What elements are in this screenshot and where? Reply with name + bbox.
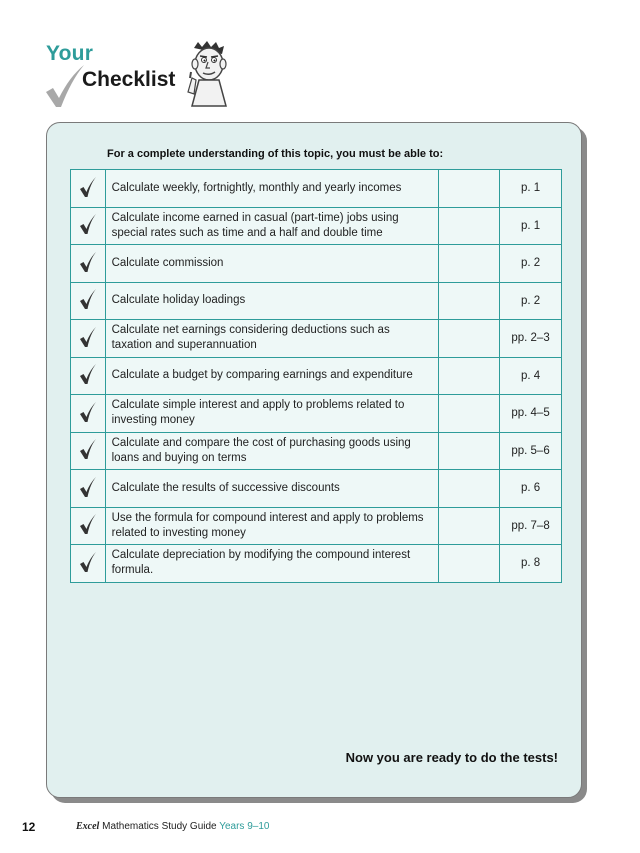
- checklist-row: [71, 545, 562, 583]
- page-reference: pp. 2–3: [500, 320, 562, 358]
- checklist-item-text: Calculate and compare the cost of purchasing goods using loans and buying on terms: [105, 432, 438, 470]
- page-reference: pp. 5–6: [500, 432, 562, 470]
- checklist-item-text: Calculate a budget by comparing earnings and expenditure: [105, 357, 438, 395]
- blank-cell: [438, 245, 499, 283]
- check-mark-icon: [44, 64, 86, 108]
- check-mark-icon: [79, 326, 97, 348]
- page-reference: pp. 4–5: [500, 395, 562, 433]
- tick-cell: [71, 245, 106, 283]
- checklist-row: [71, 395, 562, 433]
- page-reference: p. 6: [500, 470, 562, 508]
- page-reference: pp. 7–8: [500, 507, 562, 545]
- checklist-heading: Checklist: [82, 68, 176, 91]
- tick-cell: [71, 507, 106, 545]
- check-mark-icon: [79, 363, 97, 385]
- check-mark-icon: [79, 251, 97, 273]
- checklist-row: [71, 507, 562, 545]
- checklist-item-text: Calculate depreciation by modifying the compound interest formula.: [105, 545, 438, 583]
- cartoon-boy-icon: [184, 40, 234, 108]
- page-reference: p. 1: [500, 207, 562, 245]
- blank-cell: [438, 357, 499, 395]
- blank-cell: [438, 170, 499, 208]
- tick-cell: [71, 432, 106, 470]
- checklist-item-text: Calculate simple interest and apply to problems related to investing money: [105, 395, 438, 433]
- checklist-item-text: Calculate the results of successive discounts: [105, 470, 438, 508]
- blank-cell: [438, 282, 499, 320]
- page-reference: p. 2: [500, 282, 562, 320]
- tick-cell: [71, 207, 106, 245]
- book-name: Mathematics Study Guide: [102, 821, 217, 832]
- checklist-item-text: Calculate weekly, fortnightly, monthly and yearly incomes: [105, 170, 438, 208]
- checklist-item-text: Calculate net earnings considering deductions such as taxation and superannuation: [105, 320, 438, 358]
- page-number: 12: [22, 820, 36, 834]
- check-mark-icon: [79, 213, 97, 235]
- checklist-row: [71, 432, 562, 470]
- checklist-item-text: Calculate income earned in casual (part-time) jobs using special rates such as time and a half and double time: [105, 207, 438, 245]
- tick-cell: [71, 170, 106, 208]
- page-reference: p. 1: [500, 170, 562, 208]
- checklist-row: [71, 470, 562, 508]
- your-heading: Your: [46, 42, 94, 65]
- blank-cell: [438, 470, 499, 508]
- checklist-item-text: Use the formula for compound interest and apply to problems related to investing money: [105, 507, 438, 545]
- checklist-item-text: Calculate commission: [105, 245, 438, 283]
- book-years: Years 9–10: [219, 821, 270, 832]
- book-title: [76, 821, 269, 832]
- checklist-table: [70, 169, 562, 583]
- blank-cell: [438, 395, 499, 433]
- ready-message: Now you are ready to do the tests!: [345, 750, 558, 765]
- page-reference: p. 2: [500, 245, 562, 283]
- page-reference: p. 8: [500, 545, 562, 583]
- check-mark-icon: [79, 551, 97, 573]
- checklist-row: [71, 207, 562, 245]
- blank-cell: [438, 320, 499, 358]
- check-mark-icon: [79, 176, 97, 198]
- blank-cell: [438, 432, 499, 470]
- check-mark-icon: [79, 401, 97, 423]
- check-mark-icon: [79, 513, 97, 535]
- checklist-row: [71, 320, 562, 358]
- check-mark-icon: [79, 288, 97, 310]
- tick-cell: [71, 357, 106, 395]
- tick-cell: [71, 320, 106, 358]
- checklist-item-text: Calculate holiday loadings: [105, 282, 438, 320]
- tick-cell: [71, 395, 106, 433]
- blank-cell: [438, 545, 499, 583]
- blank-cell: [438, 207, 499, 245]
- checklist-header: [44, 40, 304, 112]
- checklist-row: [71, 245, 562, 283]
- tick-cell: [71, 545, 106, 583]
- blank-cell: [438, 507, 499, 545]
- page-reference: p. 4: [500, 357, 562, 395]
- checklist-row: [71, 170, 562, 208]
- checklist-row: [71, 357, 562, 395]
- check-mark-icon: [79, 438, 97, 460]
- tick-cell: [71, 470, 106, 508]
- checklist-row: [71, 282, 562, 320]
- tick-cell: [71, 282, 106, 320]
- intro-text: For a complete understanding of this topic, you must be able to:: [107, 148, 444, 160]
- brand-name: Excel: [76, 821, 100, 832]
- check-mark-icon: [79, 476, 97, 498]
